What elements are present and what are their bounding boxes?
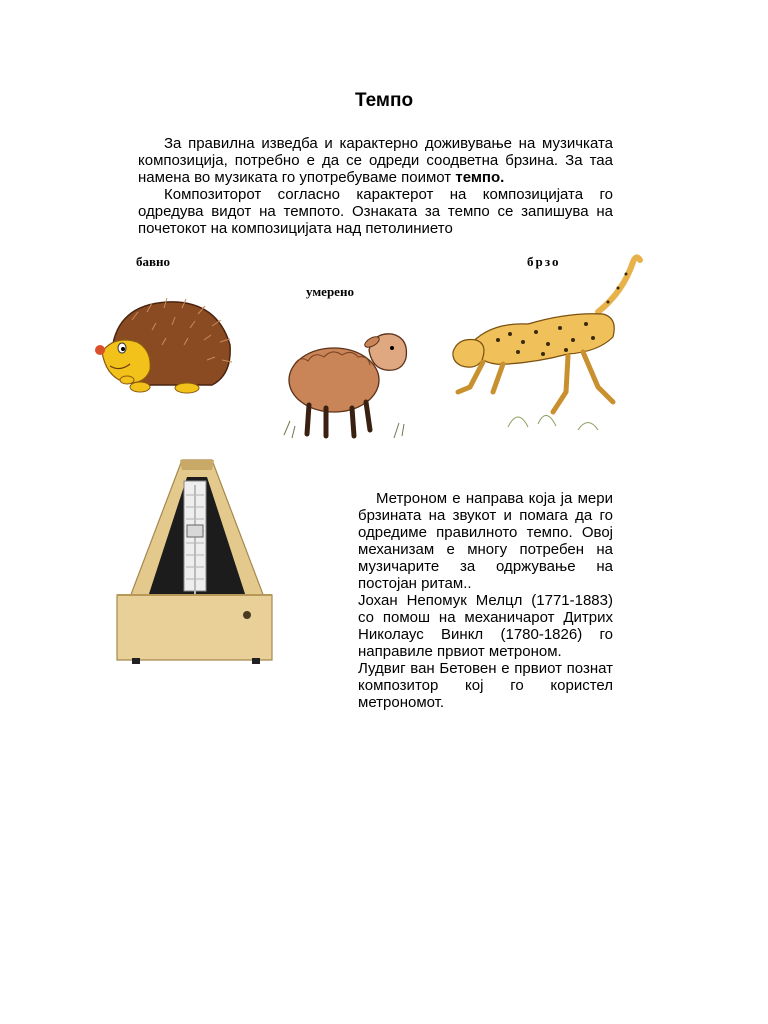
metronome-base xyxy=(117,595,272,660)
label-fast: брзо xyxy=(527,254,561,269)
intro-paragraph-2: Композиторот согласно карактерот на композицијата го одредува видот на темпото. Ознаката за темпо се запишува на почетокот на композицијата над петолинието xyxy=(138,186,613,237)
metronome-paragraph-1: Метроном е направа која ја мери брзината на звукот и помага да го одредиме правилното темпо. Овој механизам е многу потребен на музичарите за одржување на постојан ритам.. xyxy=(358,490,613,592)
metronome-paragraph-3: Лудвиг ван Бетовен е првиот познат композитор кој го користел метрономот. xyxy=(358,660,613,711)
label-slow: бавно xyxy=(136,254,171,269)
page-title: Темпо xyxy=(354,90,414,111)
metronome-paragraph-2: Јохан Непомук Мелцл (1771-1883) со помош на механичарот Дитрих Николаус Винкл (1780-1826) го направиле првиот метроном. xyxy=(358,592,613,660)
metronome-weight xyxy=(187,525,203,537)
intro-paragraph-1: За правилна изведба и карактерно доживување на музичката композиција, потребно е да се одреди соодветна брзина. За таа намена во музиката го употребуваме поимот темпо. xyxy=(138,135,613,186)
intro-text xyxy=(138,135,613,237)
metronome-photo xyxy=(112,455,277,670)
sheep-illustration xyxy=(274,310,424,450)
cheetah-tail xyxy=(598,257,640,312)
cheetah-illustration xyxy=(448,252,653,442)
metronome-text xyxy=(358,490,613,711)
label-moderate: умерено xyxy=(306,284,354,299)
hedgehog-illustration xyxy=(92,290,242,400)
tempo-term: темпо. xyxy=(455,169,505,186)
cheetah-head xyxy=(453,340,484,368)
metronome-key xyxy=(243,611,251,619)
hedgehog-nose xyxy=(95,345,105,355)
